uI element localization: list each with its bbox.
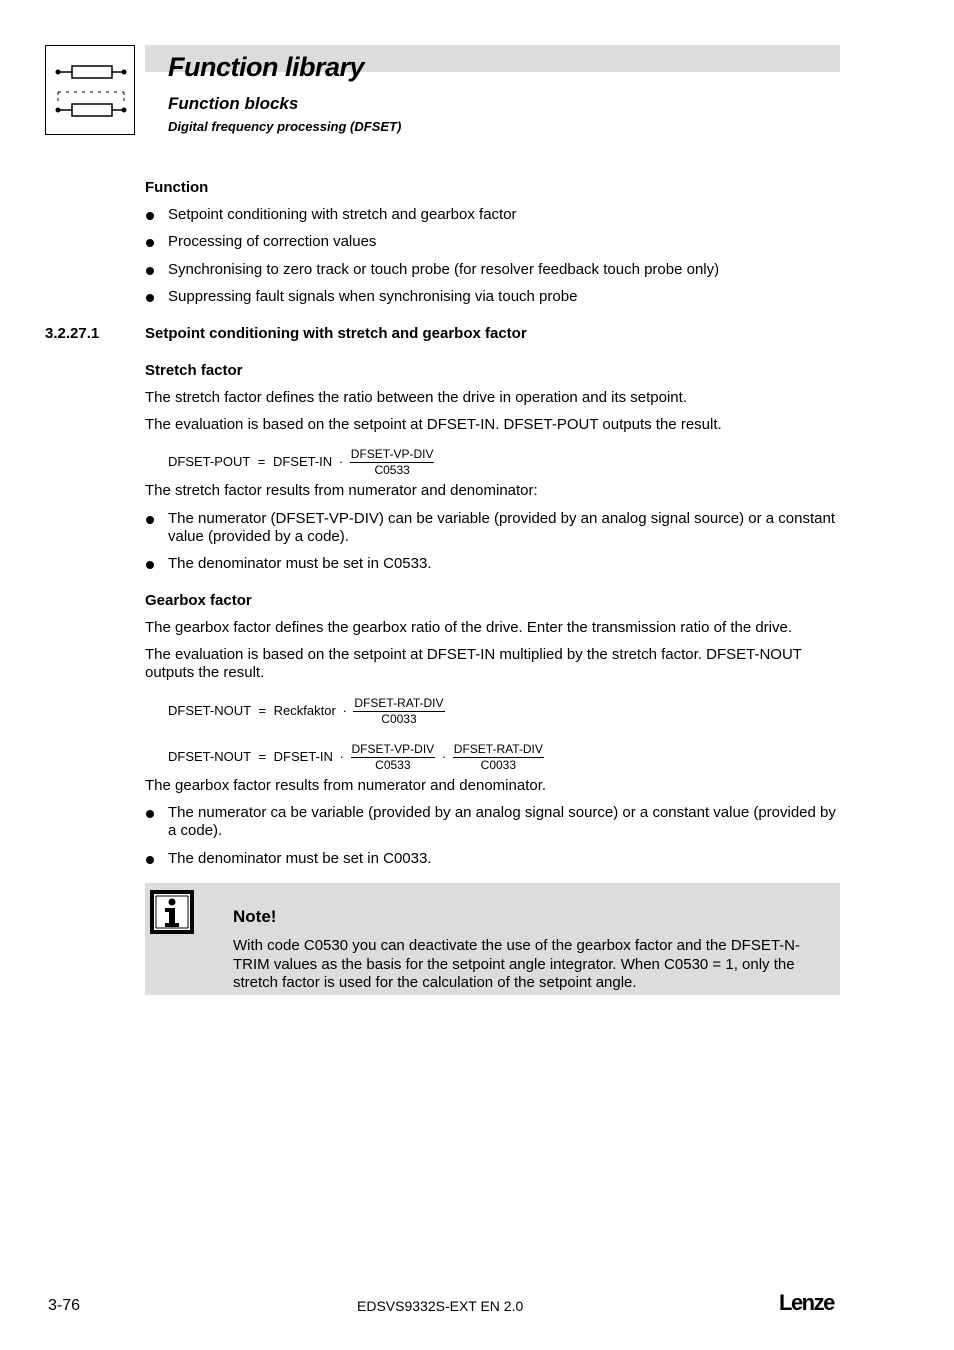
fraction: $\frac{\text{DFSET-VP-DIV}}{C0533}$ xyxy=(350,447,434,477)
bullet-icon xyxy=(146,810,154,818)
function-block-icon xyxy=(46,46,134,134)
list-item: Setpoint conditioning with stretch and gearbox factor xyxy=(168,206,840,224)
section-number: 3.2.27.1 xyxy=(45,325,100,342)
gearbox-paragraph-3: The gearbox factor results from numerator and denominator. xyxy=(145,777,547,794)
list-item: Suppressing fault signals when synchronising via touch probe xyxy=(168,288,840,306)
bullet-icon xyxy=(146,294,154,302)
page-number: 3-76 xyxy=(48,1297,81,1314)
stretch-formula: DFSET-POUT = DFSET-IN · $\frac{\text{DFSET-VP-DIV}}{C0533}$ xyxy=(168,447,434,477)
function-block-logo xyxy=(45,45,135,135)
stretch-paragraph-1: The stretch factor defines the ratio between the drive in operation and its setpoint. xyxy=(145,389,687,406)
gearbox-formula-2: DFSET-NOUT = DFSET-IN · $\frac{\text{DFSET-VP-DIV}}{C0533}$ · $\frac{\text{DFSET-RAT-DIV}}{C0033}$ xyxy=(168,742,543,772)
bullet-icon xyxy=(146,516,154,524)
stretch-paragraph-3: The stretch factor results from numerator and denominator: xyxy=(145,482,538,499)
function-heading: Function xyxy=(145,179,209,196)
stretch-paragraph-2: The evaluation is based on the setpoint at DFSET-IN. DFSET-POUT outputs the result. xyxy=(145,416,722,433)
bullet-icon xyxy=(146,856,154,864)
list-item: The denominator must be set in C0033. xyxy=(168,850,840,868)
stretch-heading: Stretch factor xyxy=(145,362,243,379)
brand-logo: Lenze xyxy=(779,1290,834,1315)
fraction: $\frac{\text{DFSET-VP-DIV}}{C0533}$ xyxy=(351,742,435,772)
gearbox-formula-1: DFSET-NOUT = Reckfaktor · $\frac{\text{DFSET-RAT-DIV}}{C0033}$ xyxy=(168,696,444,726)
bullet-icon xyxy=(146,239,154,247)
bullet-icon xyxy=(146,561,154,569)
section-title: Setpoint conditioning with stretch and gearbox factor xyxy=(145,325,527,342)
gearbox-paragraph-2: The evaluation is based on the setpoint at DFSET-IN multiplied by the stretch factor. DFSET-NOUT outputs the result. xyxy=(145,646,802,681)
document-id: EDSVS9332S-EXT EN 2.0 xyxy=(357,1298,524,1314)
list-item: The numerator (DFSET-VP-DIV) can be variable (provided by an analog signal source) or a constant value (provided by a code). xyxy=(168,510,840,546)
page-title: Function library xyxy=(168,52,365,82)
page-subsubtitle: Digital frequency processing (DFSET) xyxy=(168,119,402,134)
list-item: Synchronising to zero track or touch probe (for resolver feedback touch probe only) xyxy=(168,261,840,279)
bullet-icon xyxy=(146,267,154,275)
note-text: With code C0530 you can deactivate the use of the gearbox factor and the DFSET-N-TRIM values as the basis for the setpoint angle integrator. When C0530 = 1, only the stretch factor is used for the calculation of the setpoint angle. xyxy=(233,937,800,991)
gearbox-heading: Gearbox factor xyxy=(145,592,252,609)
fraction: $\frac{\text{DFSET-RAT-DIV}}{C0033}$ xyxy=(354,696,444,726)
fraction: $\frac{\text{DFSET-RAT-DIV}}{C0033}$ xyxy=(453,742,543,772)
info-icon xyxy=(150,890,194,934)
note-box xyxy=(145,883,840,995)
bullet-icon xyxy=(146,212,154,220)
list-item: The numerator ca be variable (provided by an analog signal source) or a constant value (provided by a code). xyxy=(168,804,840,840)
note-title: Note! xyxy=(233,907,277,926)
gearbox-paragraph-1: The gearbox factor defines the gearbox ratio of the drive. Enter the transmission ratio of the drive. xyxy=(145,619,793,636)
list-item: The denominator must be set in C0533. xyxy=(168,555,840,573)
list-item: Processing of correction values xyxy=(168,233,840,251)
page-subtitle: Function blocks xyxy=(168,94,299,113)
